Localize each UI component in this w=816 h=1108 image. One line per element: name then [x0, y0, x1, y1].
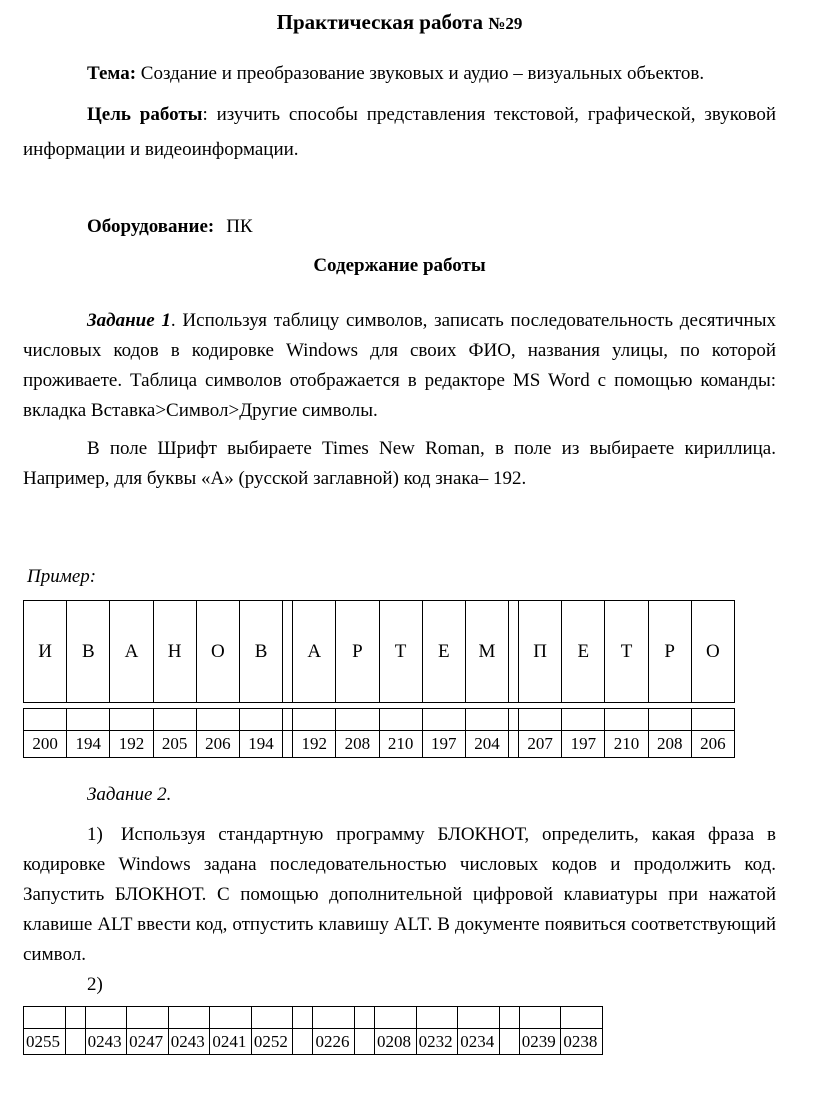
- letters-row: [24, 601, 735, 703]
- task2-codes-table: [23, 1006, 603, 1055]
- gap-cell: [293, 1029, 313, 1055]
- code-cell: 204: [465, 731, 508, 758]
- empty-cell: [110, 709, 153, 731]
- empty-cell: [168, 1007, 210, 1029]
- code-cell: 197: [562, 731, 605, 758]
- letter-cell: Р: [648, 601, 691, 703]
- task2-item1-number: 1): [87, 824, 103, 845]
- task2-blank-row: [24, 1007, 603, 1029]
- letter-cell: В: [239, 601, 282, 703]
- empty-cell: [313, 1007, 355, 1029]
- gap-cell: [509, 601, 519, 703]
- empty-cell: [379, 709, 422, 731]
- code-cell: 0252: [251, 1029, 293, 1055]
- empty-cell: [416, 1007, 458, 1029]
- goal-paragraph: [23, 97, 776, 167]
- gap-cell: [355, 1029, 375, 1055]
- task1-label: Задание 1: [87, 310, 171, 331]
- empty-cell: [127, 1007, 169, 1029]
- code-cell: 0234: [458, 1029, 500, 1055]
- empty-cell: [422, 709, 465, 731]
- letter-cell: П: [519, 601, 562, 703]
- empty-cell: [196, 709, 239, 731]
- tema-paragraph: [23, 56, 776, 91]
- task2-codes-row: [24, 1029, 603, 1055]
- equipment-value: ПК: [226, 216, 253, 237]
- empty-cell: [239, 709, 282, 731]
- gap-cell: [65, 1029, 85, 1055]
- code-cell: 0243: [85, 1029, 127, 1055]
- gap-cell: [355, 1007, 375, 1029]
- code-cell: 0226: [313, 1029, 355, 1055]
- task2-item1-paragraph: [23, 820, 776, 970]
- empty-cell: [85, 1007, 127, 1029]
- letter-cell: А: [293, 601, 336, 703]
- page-title-text: Практическая работа: [276, 10, 489, 34]
- code-cell: 0208: [375, 1029, 417, 1055]
- goal-label: Цель работы: [87, 104, 203, 125]
- letter-cell: В: [67, 601, 110, 703]
- letter-cell: Т: [605, 601, 648, 703]
- gap-cell: [509, 709, 519, 731]
- code-cell: 205: [153, 731, 196, 758]
- code-cell: 192: [293, 731, 336, 758]
- task1-paragraph: [23, 306, 776, 426]
- letter-cell: О: [196, 601, 239, 703]
- gap-cell: [283, 709, 293, 731]
- letter-cell: Н: [153, 601, 196, 703]
- empty-cell: [24, 709, 67, 731]
- task2-heading: Задание 2.: [87, 784, 172, 805]
- empty-cell: [458, 1007, 500, 1029]
- empty-cell: [648, 709, 691, 731]
- letter-cell: И: [24, 601, 67, 703]
- empty-cell: [561, 1007, 603, 1029]
- page-title: [23, 8, 776, 38]
- code-cell: 206: [691, 731, 734, 758]
- example-codes-table: [23, 708, 735, 758]
- letter-cell: Р: [336, 601, 379, 703]
- codes-row: [24, 731, 735, 758]
- task1-text: . Используя таблицу символов, записать последовательность десятичных числовых кодов в кодировке Windows для своих ФИО, названия улицы, по которой проживаете. Таблица символов отображается в редакторе MS Word с помощью команды: вкладка Вставка>Символ>Другие символы.: [23, 310, 776, 421]
- codes-blank-row: [24, 709, 735, 731]
- letter-cell: Т: [379, 601, 422, 703]
- task2-item1-text: Используя стандартную программу БЛОКНОТ, определить, какая фраза в кодировке Windows задана последовательностью числовых кодов и продолжить код. Запустить БЛОКНОТ. С помощью дополнительной цифровой клавиатуры при нажатой клавише ALT ввести код, отпустить клавишу ALT. В документе появиться соответствующий символ.: [23, 824, 776, 965]
- tema-text: Создание и преобразование звуковых и аудио – визуальных объектов.: [140, 63, 705, 84]
- goal-text: : изучить способы представления текстовой, графической, звуковой информации и видеоинформации.: [23, 104, 776, 160]
- empty-cell: [519, 709, 562, 731]
- code-cell: 206: [196, 731, 239, 758]
- empty-cell: [562, 709, 605, 731]
- code-cell: 210: [379, 731, 422, 758]
- equipment-paragraph: [23, 209, 776, 244]
- letter-cell: М: [465, 601, 508, 703]
- page-title-number: №29: [488, 14, 523, 33]
- empty-cell: [465, 709, 508, 731]
- task1-note-paragraph: В поле Шрифт выбираете Times New Roman, в поле из выбираете кириллица. Например, для буквы «А» (русской заглавной) код знака– 192.: [23, 438, 776, 489]
- gap-cell: [283, 731, 293, 758]
- tema-label: Тема:: [87, 63, 137, 84]
- code-cell: 200: [24, 731, 67, 758]
- gap-cell: [509, 731, 519, 758]
- gap-cell: [283, 601, 293, 703]
- code-cell: 0243: [168, 1029, 210, 1055]
- letter-cell: Е: [422, 601, 465, 703]
- empty-cell: [251, 1007, 293, 1029]
- empty-cell: [293, 709, 336, 731]
- gap-cell: [499, 1007, 519, 1029]
- code-cell: 197: [422, 731, 465, 758]
- code-cell: 208: [336, 731, 379, 758]
- example-label: Пример:: [27, 566, 97, 587]
- empty-cell: [24, 1007, 66, 1029]
- section-heading: Содержание работы: [313, 255, 486, 276]
- empty-cell: [519, 1007, 561, 1029]
- code-cell: 0255: [24, 1029, 66, 1055]
- code-cell: 207: [519, 731, 562, 758]
- empty-cell: [67, 709, 110, 731]
- code-cell: 194: [239, 731, 282, 758]
- empty-cell: [336, 709, 379, 731]
- empty-cell: [375, 1007, 417, 1029]
- empty-cell: [605, 709, 648, 731]
- example-letters-table: [23, 600, 735, 703]
- letter-cell: Е: [562, 601, 605, 703]
- gap-cell: [499, 1029, 519, 1055]
- letter-cell: А: [110, 601, 153, 703]
- code-cell: 210: [605, 731, 648, 758]
- gap-cell: [293, 1007, 313, 1029]
- code-cell: 192: [110, 731, 153, 758]
- code-cell: 0238: [561, 1029, 603, 1055]
- equipment-label: Оборудование:: [87, 216, 215, 237]
- code-cell: 0239: [519, 1029, 561, 1055]
- empty-cell: [210, 1007, 252, 1029]
- letter-cell: О: [691, 601, 734, 703]
- code-cell: 0232: [416, 1029, 458, 1055]
- empty-cell: [691, 709, 734, 731]
- code-cell: 0247: [127, 1029, 169, 1055]
- code-cell: 208: [648, 731, 691, 758]
- code-cell: 0241: [210, 1029, 252, 1055]
- code-cell: 194: [67, 731, 110, 758]
- gap-cell: [65, 1007, 85, 1029]
- task2-item2-paragraph: 2): [87, 974, 103, 995]
- empty-cell: [153, 709, 196, 731]
